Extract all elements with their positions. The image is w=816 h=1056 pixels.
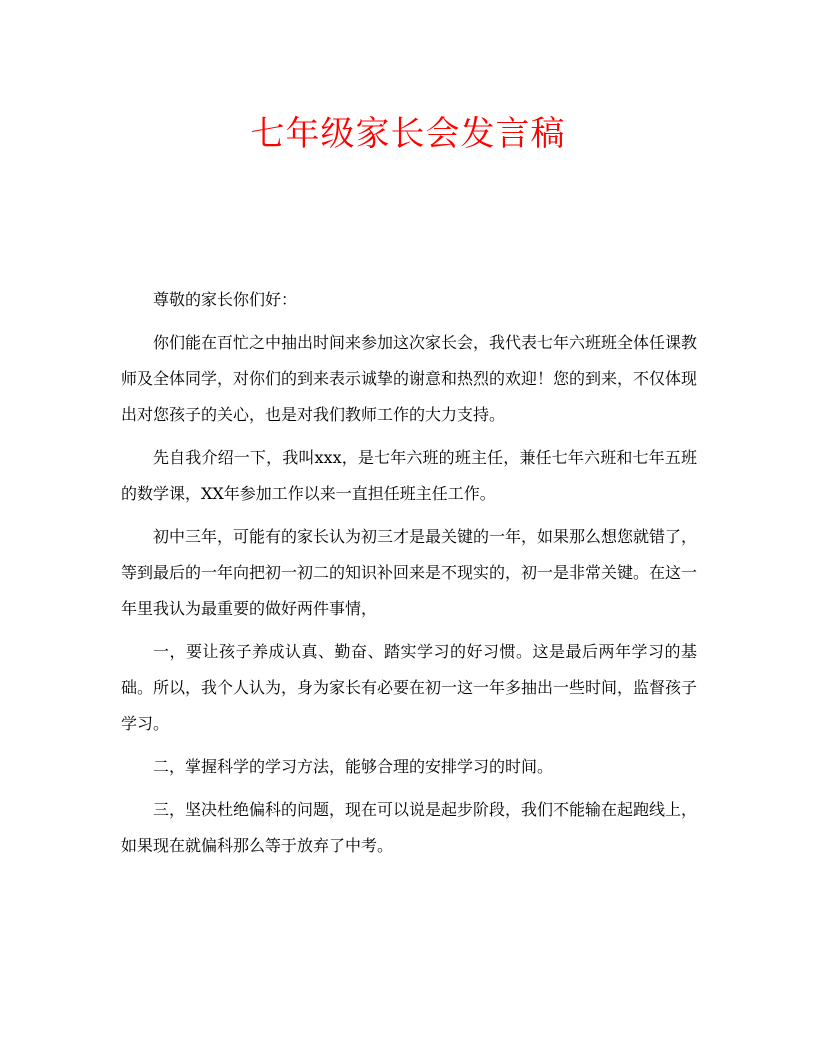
point-two-paragraph: 二，掌握科学的学习方法，能够合理的安排学习的时间。 — [153, 757, 554, 776]
welcome-paragraph: 你们能在百忙之中抽出时间来参加这次家长会，我代表七年六班班全体任课教师及全体同学，对你们的到来表示诚挚的谢意和热烈的欢迎！您的到来，不仅体现出对您孩子的关心，也是对我们教师工作的大力支持。 — [121, 333, 698, 424]
point-one-paragraph: 一，要让孩子养成认真、勤奋、踏实学习的好习惯。这是最后两年学习的基础。所以，我个人认为，身为家长有必要在初一这一年多抽出一些时间，监督孩子学习。 — [121, 642, 698, 733]
salutation-paragraph: 尊敬的家长你们好： — [153, 290, 298, 309]
document-body — [121, 282, 697, 871]
self-introduction-paragraph: 先自我介绍一下，我叫xxx，是七年六班的班主任，兼任七年六班和七年五班的数学课，XX年参加工作以来一直担任班主任工作。 — [121, 448, 697, 503]
importance-paragraph: 初中三年，可能有的家长认为初三才是最关键的一年，如果那么想您就错了，等到最后的一年向把初一初二的知识补回来是不现实的，初一是非常关键。在这一年里我认为最重要的做好两件事情， — [121, 527, 698, 618]
document-title: 七年级家长会发言稿 — [250, 114, 566, 154]
point-three-paragraph: 三，坚决杜绝偏科的问题，现在可以说是起步阶段，我们不能输在起跑线上，如果现在就偏科那么等于放弃了中考。 — [121, 800, 698, 855]
